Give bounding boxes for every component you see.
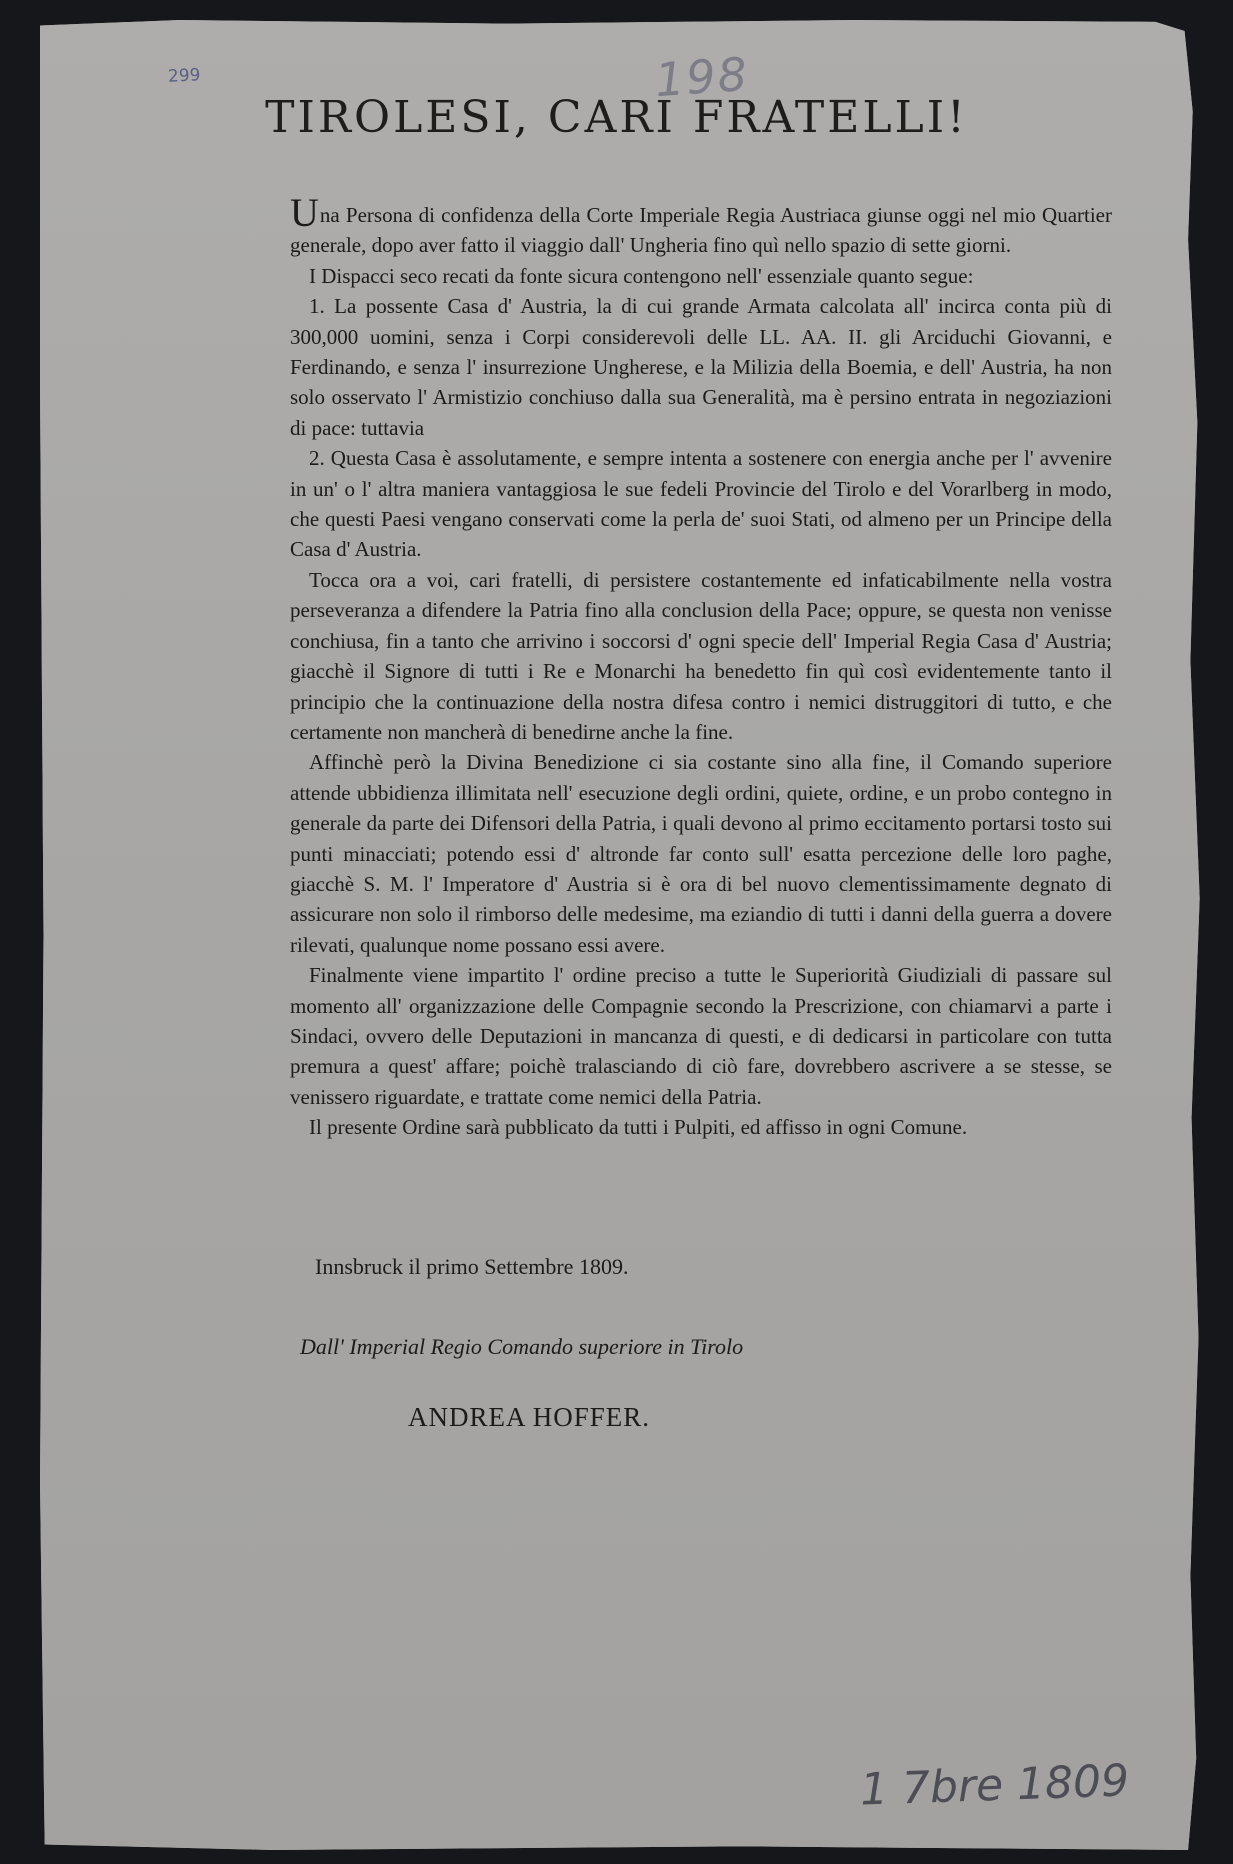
- proclamation-title: TIROLESI, CARI FRATELLI!: [265, 92, 968, 143]
- proclamation-body: [290, 190, 1112, 1143]
- paragraph-6: Affinchè però la Divina Benedizione ci sia costante sino alla fine, il Comando superiore attende ubbidienza illimitata nell' esecuzione degli ordini, quiete, ordine, e un probo contegno in generale da parte dei Difensori della Patria, i quali devono al primo eccitamento portarsi tosto sui punti minacciati; potendo essi d' altronde far conto sull' esatta percezione delle loro paghe, giacchè S. M. l' Imperatore d' Austria si è ora di bel nuovo clementissimamente degnato di assicurare non solo il rimborso delle medesime, ma eziandio di tutti i danni della guerra a dovere rilevati, qualunque nome possano essi avere.: [290, 750, 1112, 957]
- paragraph-4: 2. Questa Casa è assolutamente, e sempre intenta a sostenere con energia anche per l' avvenire in un' o l' altra maniera vantaggiosa le sue fedeli Provincie del Tirolo e del Vorarlberg in modo, che questi Paesi vengano conservati come la perla de' suoi Stati, od almeno per un Principe della Casa d' Austria.: [290, 446, 1112, 562]
- paragraph-5: Tocca ora a voi, cari fratelli, di persistere costantemente ed infaticabilmente nella vostra perseveranza a difendere la Patria fino alla conclusion della Pace; oppure, se questa non venisse conchiusa, fin a tanto che arrivino i soccorsi d' ogni specie dell' Imperial Regia Casa d' Austria; giacchè il Signore di tutti i Re e Monarchi ha benedetto fin quì così evidentemente tanto il principio che la continuazione della nostra difesa contro i nemici distruggitori di tutto, e che certamente non mancherà di benedirne anche la fine.: [290, 567, 1112, 744]
- paragraph-2: I Dispacci seco recati da fonte sicura contengono nell' essenziale quanto segue:: [309, 263, 974, 288]
- issuer-line: Dall' Imperial Regio Comando superiore in Tirolo: [300, 1334, 744, 1359]
- paragraph-8: Il presente Ordine sarà pubblicato da tutti i Pulpiti, ed affisso in ogni Comune.: [309, 1115, 968, 1140]
- paragraph-3: 1. La possente Casa d' Austria, la di cui grande Armata calcolata all' incirca conta più di 300,000 uomini, senza i Corpi considerevoli delle LL. AA. II. gli Arciduchi Giovanni, e Ferdinando, e senza l' insurrezione Ungherese, e la Milizia della Boemia, e dell' Austria, ha non solo osservato l' Armistizio conchiuso dalla sua Generalità, ma è persino entrata in negoziazioni di pace: tuttavia: [290, 294, 1112, 440]
- folio-number: 198: [653, 46, 751, 108]
- drop-cap: U: [290, 190, 319, 235]
- paragraph-1: [290, 190, 1112, 261]
- archive-mark: 299: [167, 65, 201, 87]
- paragraph-1-text: na Persona di confidenza della Corte Imperiale Regia Austriaca giunse oggi nel mio Quartier generale, dopo aver fatto il viaggio dall' Ungheria fino quì nello spazio di sette giorni.: [290, 203, 1112, 258]
- paragraph-7: Finalmente viene impartito l' ordine preciso a tutte le Superiorità Giudiziali di passare sul momento all' organizzazione delle Compagnie secondo la Prescrizione, con chiamarvi a parte i Sindaci, ovvero delle Deputazioni in mancanza di questi, e di dedicarsi in particolare con tutta premura a quest' affare; poichè tralasciando di ciò fare, dovrebbero ascrivere a se stesse, se venissero riguardate, e trattate come nemici della Patria.: [290, 963, 1112, 1109]
- place-date: Innsbruck il primo Settembre 1809.: [315, 1254, 629, 1279]
- handwritten-date: 1 7bre 1809: [859, 1755, 1130, 1816]
- signature-name: ANDREA HOFFER.: [408, 1402, 651, 1432]
